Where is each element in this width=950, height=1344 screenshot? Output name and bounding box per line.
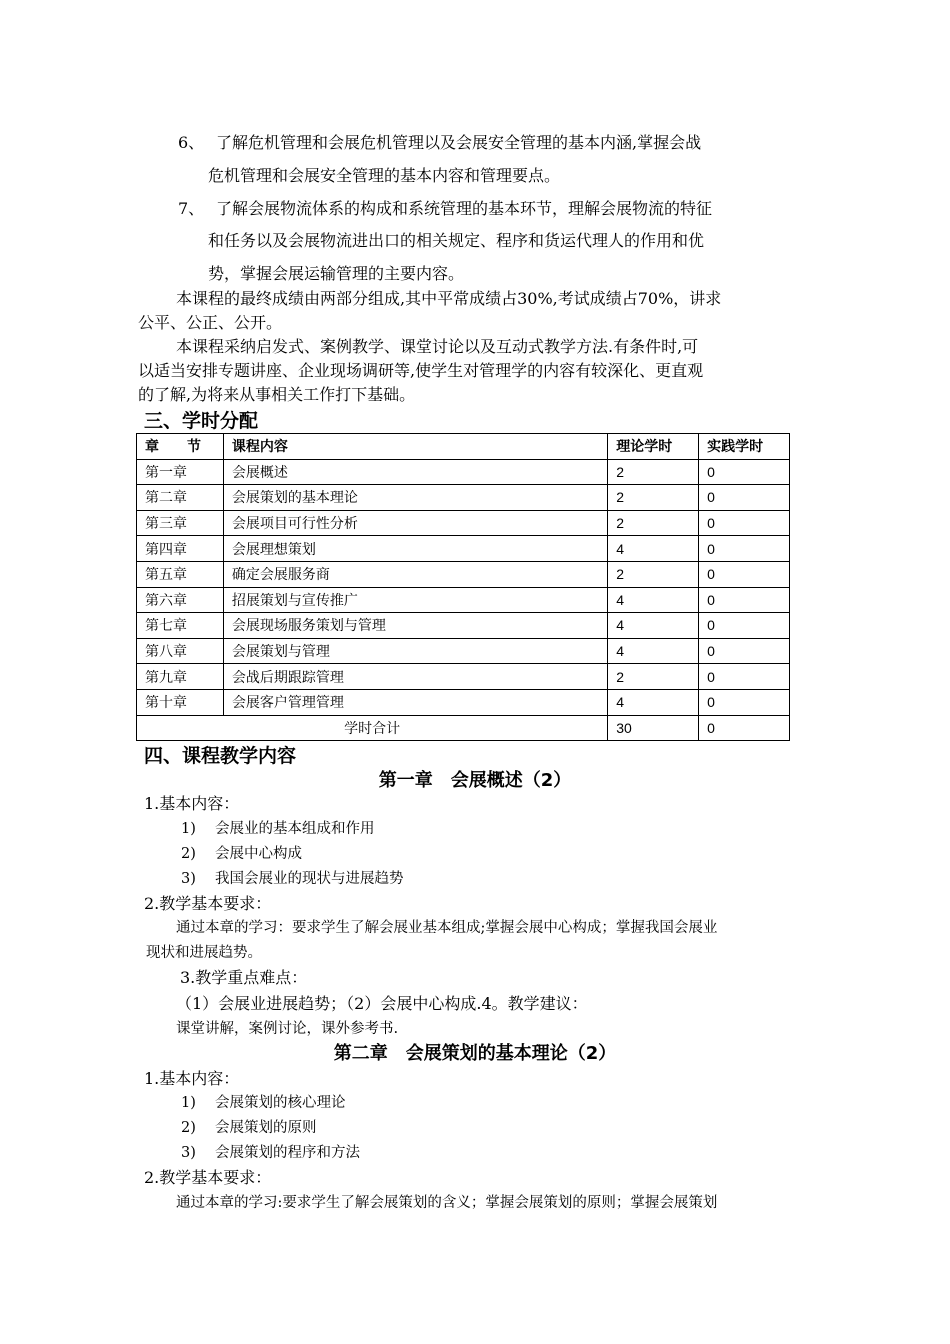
methods-line-2: 以适当安排专题讲座、企业现场调研等,使学生对管理学的内容有较深化、更直观: [138, 361, 704, 380]
chapter-1-basic-heading: 1.基本内容：: [144, 794, 240, 813]
objective-6-line-1: 6、 了解危机管理和会展危机管理以及会展安全管理的基本内涵,掌握会战: [178, 133, 702, 152]
total-label: 学时合计: [137, 715, 608, 741]
table-row: 第五章 确定会展服务商 2 0: [137, 561, 790, 587]
header-content: 课程内容: [223, 434, 607, 460]
table-row: 第一章 会展概述 2 0: [137, 459, 790, 485]
header-chapter: 章 节: [137, 434, 224, 460]
total-practice: 0: [699, 715, 790, 741]
table-row: 第十章 会展客户管理管理 4 0: [137, 689, 790, 715]
chapter-2-title: 第二章 会展策划的基本理论（2）: [333, 1043, 617, 1064]
table-row: 第四章 会展理想策划 4 0: [137, 536, 790, 562]
chapter-2-item-1: 1) 会展策划的核心理论: [181, 1095, 346, 1111]
table-row: 第六章 招展策划与宣传推广 4 0: [137, 587, 790, 613]
chapter-1-item-3: 3) 我国会展业的现状与进展趋势: [181, 871, 404, 887]
hours-table: [136, 433, 790, 741]
chapter-1-req-line-2: 现状和进展趋势。: [146, 945, 262, 961]
objective-7-line-1: 7、 了解会展物流体系的构成和系统管理的基本环节，理解会展物流的特征: [178, 199, 713, 218]
chapter-2-req-line-1: 通过本章的学习:要求学生了解会展策划的含义；掌握会展策划的原则；掌握会展策划: [176, 1195, 718, 1211]
header-theory-hours: 理论学时: [608, 434, 699, 460]
table-row: 第九章 会战后期跟踪管理 2 0: [137, 664, 790, 690]
chapter-1-item-2: 2) 会展中心构成: [181, 846, 302, 862]
section-4-title: 四、课程教学内容: [144, 745, 297, 767]
section-3-title: 三、学时分配: [144, 410, 259, 432]
chapter-1-key-heading: 3.教学重点难点：: [180, 968, 308, 987]
chapter-2-basic-heading: 1.基本内容：: [144, 1069, 240, 1088]
table-row: 第二章 会展策划的基本理论 2 0: [137, 485, 790, 511]
chapter-1-req-heading: 2.教学基本要求：: [144, 894, 272, 913]
objective-7-line-2: 和任务以及会展物流进出口的相关规定、程序和货运代理人的作用和优: [208, 231, 705, 250]
table-row: 第八章 会展策划与管理 4 0: [137, 638, 790, 664]
table-header-row: [137, 434, 790, 460]
assessment-line-2: 公平、公正、公开。: [138, 313, 283, 332]
header-practice-hours: 实践学时: [699, 434, 790, 460]
table-total-row: [137, 715, 790, 741]
chapter-2-item-3: 3) 会展策划的程序和方法: [181, 1145, 360, 1161]
chapter-1-req-line-1: 通过本章的学习：要求学生了解会展业基本组成;掌握会展中心构成；掌握我国会展业: [176, 920, 718, 936]
chapter-1-advice: 课堂讲解，案例讨论，课外参考书.: [176, 1021, 399, 1037]
objective-6-line-2: 危机管理和会展安全管理的基本内容和管理要点。: [208, 166, 561, 185]
methods-line-1: 本课程采纳启发式、案例教学、课堂讨论以及互动式教学方法.有条件时,可: [176, 337, 699, 356]
chapter-2-req-heading: 2.教学基本要求：: [144, 1168, 272, 1187]
chapter-2-item-2: 2) 会展策划的原则: [181, 1120, 317, 1136]
table-row: 第三章 会展项目可行性分析 2 0: [137, 510, 790, 536]
total-theory: 30: [608, 715, 699, 741]
table-row: 第七章 会展现场服务策划与管理 4 0: [137, 613, 790, 639]
objective-7-line-3: 势，掌握会展运输管理的主要内容。: [208, 264, 465, 283]
chapter-1-key-text: （1）会展业进展趋势；（2）会展中心构成.4。教学建议：: [176, 994, 588, 1013]
chapter-1-title: 第一章 会展概述（2）: [378, 770, 572, 791]
chapter-1-item-1: 1) 会展业的基本组成和作用: [181, 821, 375, 837]
methods-line-3: 的了解,为将来从事相关工作打下基础。: [138, 385, 416, 404]
assessment-line-1: 本课程的最终成绩由两部分组成,其中平常成绩占30%,考试成绩占70%，讲求: [176, 289, 722, 308]
